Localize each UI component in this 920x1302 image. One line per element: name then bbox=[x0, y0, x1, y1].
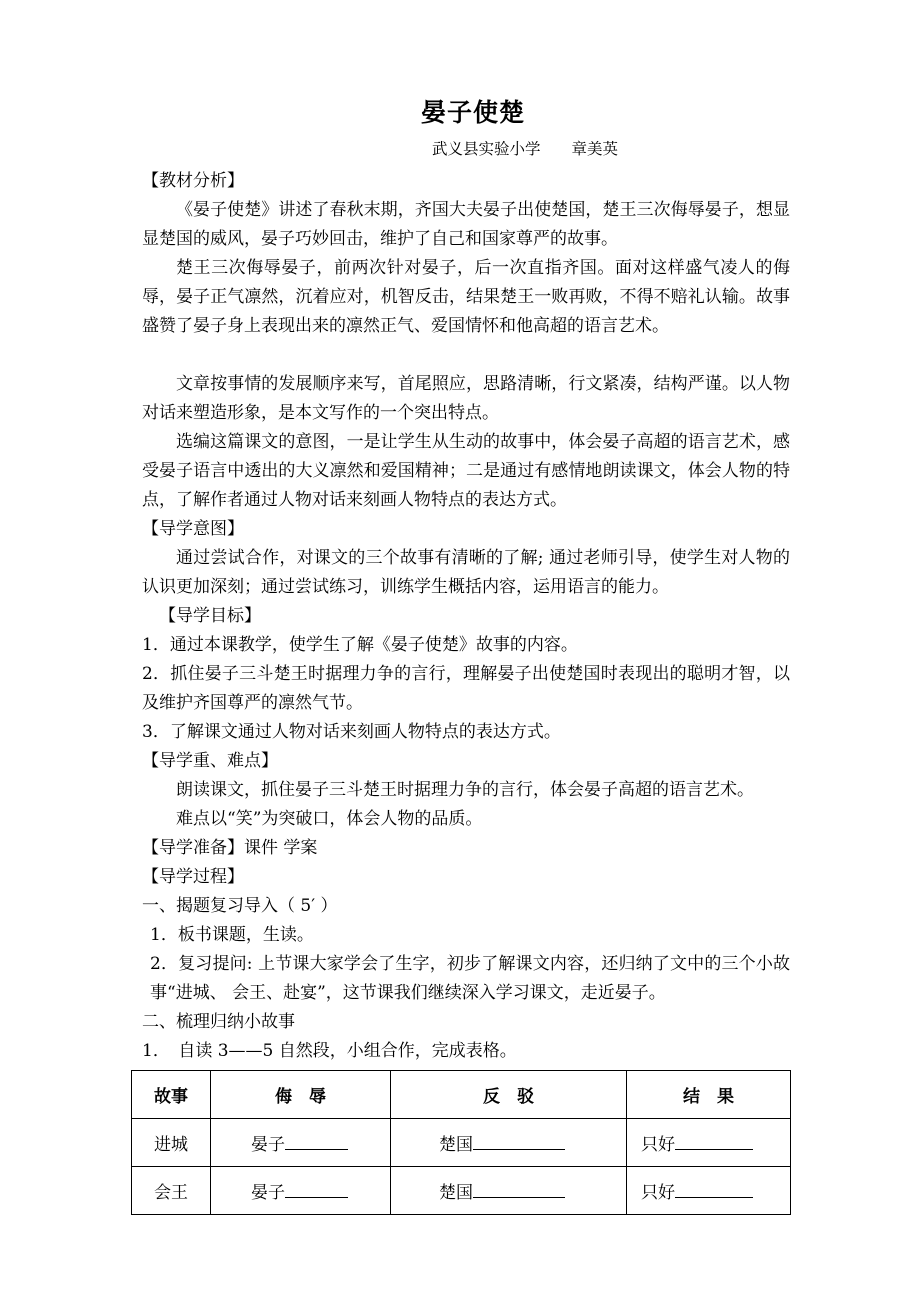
table-header-rebuttal bbox=[391, 1071, 627, 1119]
heading-guide-key-difficult: 【导学重、难点】 bbox=[142, 751, 278, 771]
cell-story-1: 进城 bbox=[132, 1119, 211, 1167]
fill-group bbox=[391, 1130, 565, 1155]
blank-underline[interactable] bbox=[285, 1181, 348, 1198]
paragraph-key-difficult-2: 难点以“笑”为突破口，体会人物的品质。 bbox=[176, 809, 483, 829]
cell-label: 晏子 bbox=[251, 1135, 285, 1155]
fill-group bbox=[211, 1178, 348, 1203]
cell-label: 只好 bbox=[641, 1183, 675, 1203]
paragraph-analysis-2: 楚王三次侮辱晏子，前两次针对晏子，后一次直指齐国。面对这样盛气凌人的侮辱，晏子正气凛然，沉着应对，机智反击，结果楚王一败再败，不得不赔礼认输。故事盛赞了晏子身上表现出来的凛然正气、爱国情怀和他高超的语言艺术。 bbox=[142, 258, 790, 336]
heading-guide-process: 【导学过程】 bbox=[142, 867, 244, 887]
step-one-item-1: 1．板书课题，生读。 bbox=[150, 925, 314, 945]
fill-group bbox=[627, 1130, 753, 1155]
cell-label: 楚国 bbox=[439, 1183, 473, 1203]
cell-humiliation-1[interactable] bbox=[211, 1119, 391, 1167]
fill-group bbox=[391, 1178, 565, 1203]
heading-guide-intent: 【导学意图】 bbox=[142, 519, 244, 539]
blank-underline[interactable] bbox=[473, 1133, 565, 1150]
cell-humiliation-2[interactable] bbox=[211, 1167, 391, 1215]
guide-goal-item-1: 1．通过本课教学，使学生了解《晏子使楚》故事的内容。 bbox=[142, 635, 578, 655]
blank-underline[interactable] bbox=[675, 1181, 753, 1198]
cell-rebuttal-2[interactable] bbox=[391, 1167, 627, 1215]
cell-result-2[interactable] bbox=[627, 1167, 791, 1215]
paragraph-guide-intent-1: 通过尝试合作，对课文的三个故事有清晰的了解; 通过老师引导，使学生对人物的认识更加深刻；通过尝试练习，训练学生概括内容，运用语言的能力。 bbox=[142, 548, 790, 597]
fill-group bbox=[627, 1178, 753, 1203]
document-body bbox=[142, 96, 790, 1215]
table-row bbox=[132, 1119, 791, 1167]
blank-line bbox=[142, 341, 790, 370]
table-row bbox=[132, 1167, 791, 1215]
guide-goal-item-3: 3．了解课文通过人物对话来刻画人物特点的表达方式。 bbox=[142, 722, 561, 742]
header-text: 侮 bbox=[275, 1087, 292, 1107]
story-table-wrapper bbox=[142, 1070, 790, 1215]
blank-underline[interactable] bbox=[285, 1133, 348, 1150]
process-step-one: 一、揭题复习导入（ 5′ ） bbox=[142, 896, 338, 916]
cell-rebuttal-1[interactable] bbox=[391, 1119, 627, 1167]
step-one-item-2: 2．复习提问: 上节课大家学会了生字，初步了解课文内容，还归纳了文中的三个小故事“进城、 会王、赴宴”，这节课我们继续深入学习课文，走近晏子。 bbox=[150, 954, 790, 1003]
header-text: 结 bbox=[683, 1087, 700, 1107]
blank-underline[interactable] bbox=[675, 1133, 753, 1150]
story-table bbox=[131, 1070, 791, 1215]
step-two-item-1: 1． 自读 3——5 自然段，小组合作，完成表格。 bbox=[142, 1041, 517, 1061]
paragraph-analysis-4: 选编这篇课文的意图，一是让学生从生动的故事中，体会晏子高超的语言艺术，感受晏子语言中透出的大义凛然和爱国精神；二是通过有感情地朗读课文，体会人物的特点，了解作者通过人物对话来刻画人物特点的表达方式。 bbox=[142, 432, 790, 510]
table-header-story bbox=[132, 1071, 211, 1119]
header-text: 驳 bbox=[517, 1087, 534, 1107]
paragraph-analysis-3: 文章按事情的发展顺序来写，首尾照应，思路清晰，行文紧凑，结构严谨。以人物对话来塑造形象，是本文写作的一个突出特点。 bbox=[142, 374, 790, 423]
paragraph-key-difficult-1: 朗读课文，抓住晏子三斗楚王时据理力争的言行，体会晏子高超的语言艺术。 bbox=[176, 780, 754, 800]
header-text: 反 bbox=[483, 1087, 500, 1107]
heading-textbook-analysis: 【教材分析】 bbox=[142, 171, 244, 191]
table-header-humiliation bbox=[211, 1071, 391, 1119]
cell-story-2: 会王 bbox=[132, 1167, 211, 1215]
header-text: 故事 bbox=[154, 1087, 188, 1107]
table-header-result bbox=[627, 1071, 791, 1119]
process-step-two: 二、梳理归纳小故事 bbox=[142, 1012, 295, 1032]
cell-label: 晏子 bbox=[251, 1183, 285, 1203]
heading-guide-goals: 【导学目标】 bbox=[159, 606, 261, 626]
cell-result-1[interactable] bbox=[627, 1119, 791, 1167]
paragraph-analysis-1: 《晏子使楚》讲述了春秋末期，齐国大夫晏子出使楚国，楚王三次侮辱晏子，想显显楚国的威风，晏子巧妙回击，维护了自己和国家尊严的故事。 bbox=[142, 200, 790, 249]
cell-label: 楚国 bbox=[439, 1135, 473, 1155]
guide-goal-item-2: 2．抓住晏子三斗楚王时据理力争的言行，理解晏子出使楚国时表现出的聪明才智，以及维护齐国尊严的凛然气节。 bbox=[142, 664, 790, 713]
heading-guide-prepare: 【导学准备】课件 学案 bbox=[142, 838, 318, 858]
header-text: 辱 bbox=[309, 1087, 326, 1107]
cell-label: 只好 bbox=[641, 1135, 675, 1155]
header-text: 果 bbox=[717, 1087, 734, 1107]
page-title: 晏子使楚 bbox=[420, 98, 525, 127]
table-header-row bbox=[132, 1071, 791, 1119]
byline: 武义县实验小学 章美英 bbox=[432, 140, 619, 158]
blank-underline[interactable] bbox=[473, 1181, 565, 1198]
fill-group bbox=[211, 1130, 348, 1155]
